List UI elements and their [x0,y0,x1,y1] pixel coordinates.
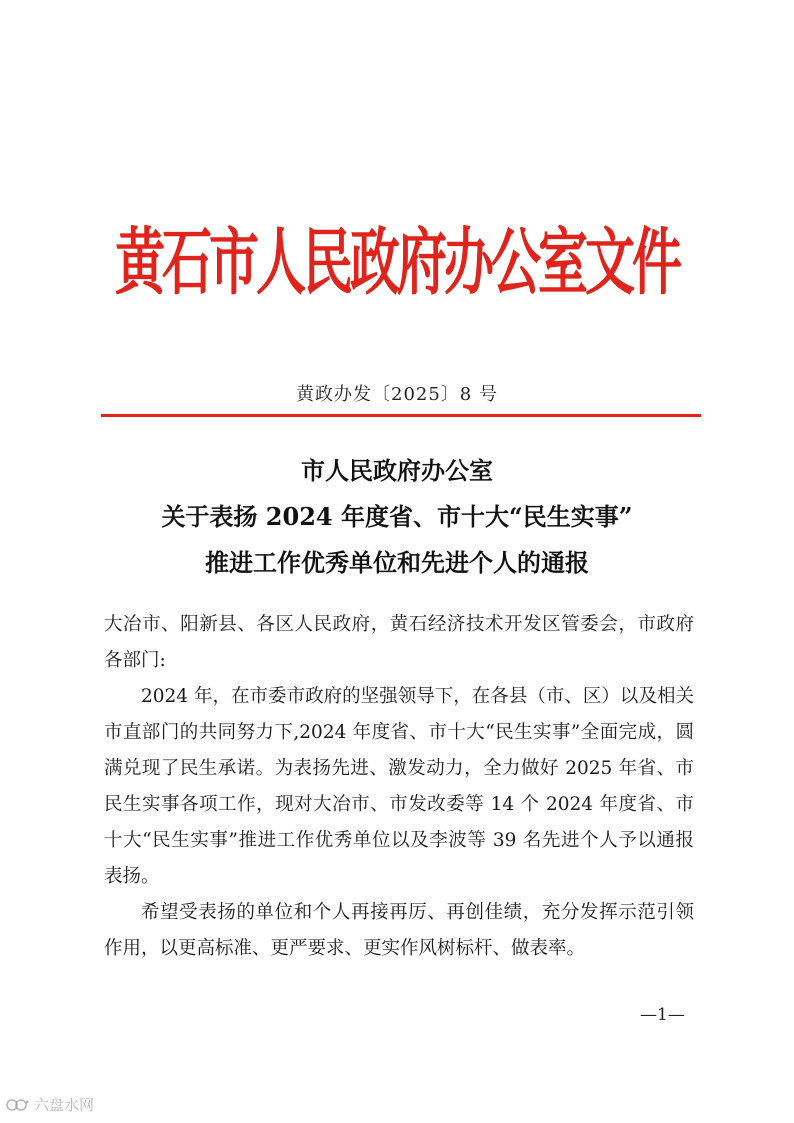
document-masthead: 黄石市人民政府办公室文件 [115,220,679,306]
document-number: 黄政办发〔2025〕8 号 [296,384,498,405]
body-paragraph-2: 希望受表扬的单位和个人再接再厉、再创佳绩，充分发挥示范引领作用，以更高标准、更严要求、更实作风树标杆、做表率。 [104,902,694,959]
red-divider-line [101,414,701,417]
document-title [0,448,794,586]
document-body [104,607,694,967]
watermark [6,1094,94,1115]
page-number: —1— [640,1005,685,1025]
addressee-line: 大冶市、阳新县、各区人民政府，黄石经济技术开发区管委会，市政府各部门: [104,614,694,671]
watermark-text: 六盘水网 [34,1096,95,1114]
title-line-2: 关于表扬 2024 年度省、市十大“民生实事” [161,502,633,531]
title-line-3: 推进工作优秀单位和先进个人的通报 [205,548,589,577]
body-paragraph-1: 2024 年，在市委市政府的坚强领导下，在各县（市、区）以及相关市直部门的共同努力下,2024 年度省、市十大“民生实事”全面完成，圆满兑现了民生承诺。为表扬先进、激发动力，全力做好 2025 年省、市民生实事各项工作，现对大冶市、市发改委等 14 个 2024 年度省、市十大“民生实事”推进工作优秀单位以及李波等 39 名先进个人予以通报表扬。 [104,686,694,887]
watermark-logo-icon [6,1097,30,1113]
title-line-1: 市人民政府办公室 [301,456,493,485]
